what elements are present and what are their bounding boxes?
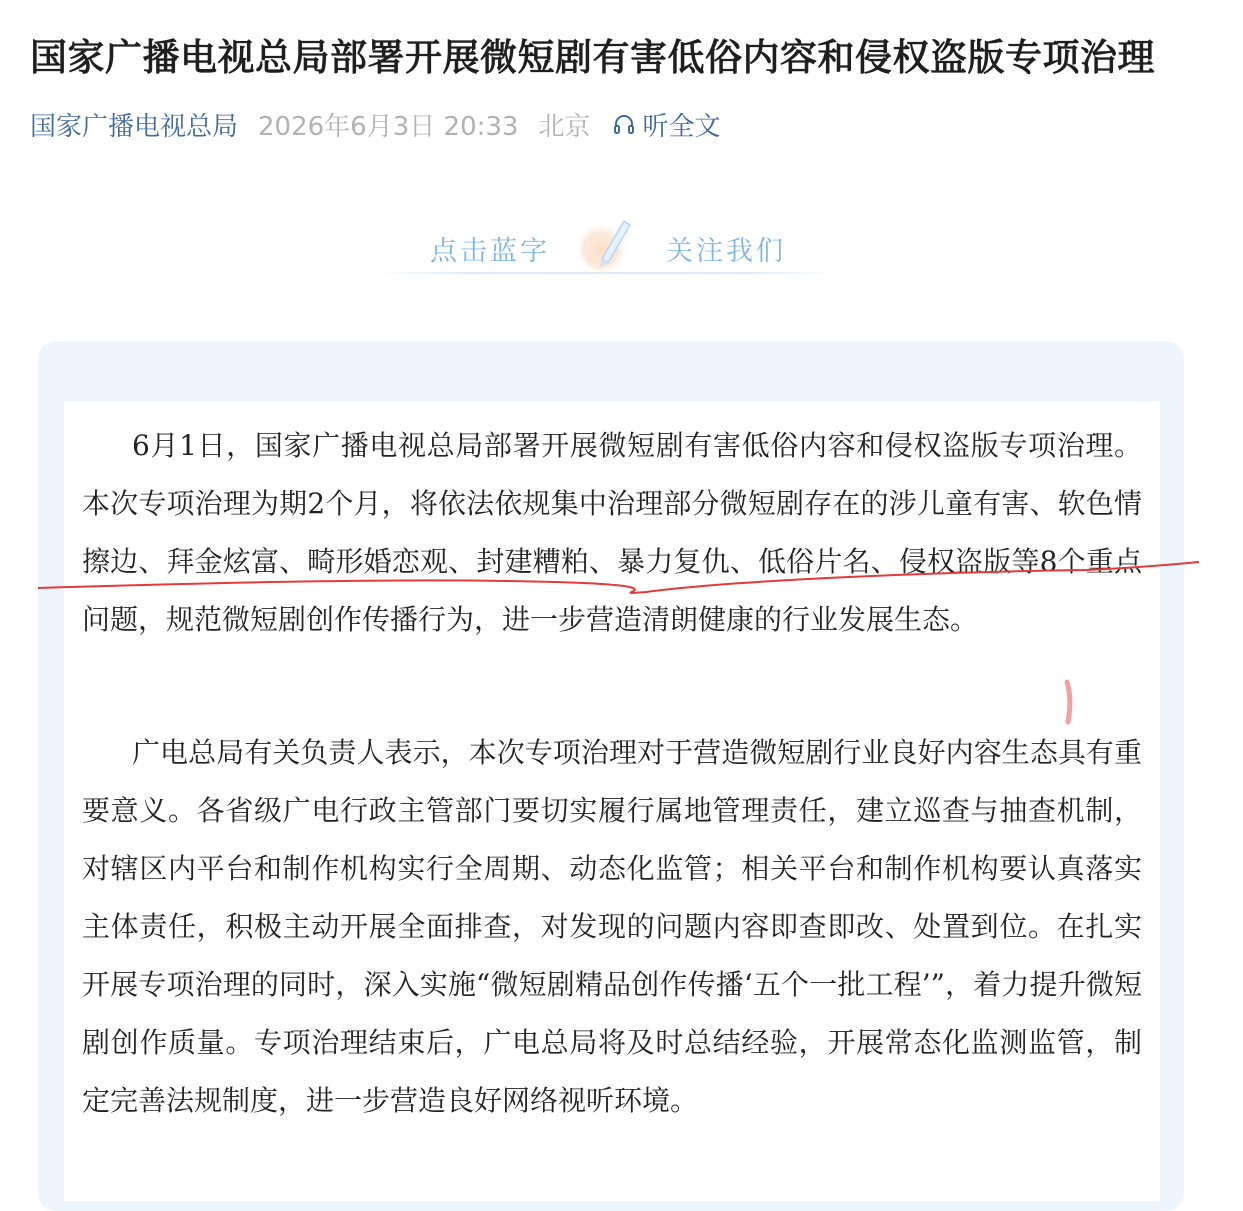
pen-badge-icon xyxy=(578,211,642,275)
body-paragraph-1: 6月1日，国家广播电视总局部署开展微短剧有害低俗内容和侵权盗版专项治理。本次专项治理为期2个月，将依法依规集中治理部分微短剧存在的涉儿童有害、软色情擦边、拜金炫富、畸形婚恋观、封建糟粕、暴力复仇、低俗片名、侵权盗版等8个重点问题，规范微短剧创作传播行为，进一步营造清朗健康的行业发展生态。 xyxy=(82,429,1142,636)
publish-date: 2026年6月3日 20:33 xyxy=(258,111,519,142)
headphones-icon xyxy=(612,112,636,136)
banner-left-text: 点击蓝字 xyxy=(430,236,550,267)
source-link[interactable]: 国家广播电视总局 xyxy=(30,111,239,142)
banner-right-text: 关注我们 xyxy=(666,236,786,267)
listen-label: 听全文 xyxy=(642,111,721,142)
article-meta xyxy=(30,104,721,144)
listen-button[interactable] xyxy=(612,106,720,143)
article-title: 国家广播电视总局部署开展微短剧有害低俗内容和侵权盗版专项治理 xyxy=(30,36,1155,79)
body-paragraph-2: 广电总局有关负责人表示，本次专项治理对于营造微短剧行业良好内容生态具有重要意义。各省级广电行政主管部门要切实履行属地管理责任，建立巡查与抽查机制，对辖区内平台和制作机构实行全周期、动态化监管；相关平台和制作机构要认真落实主体责任，积极主动开展全面排查，对发现的问题内容即查即改、处置到位。在扎实开展专项治理的同时，深入实施“微短剧精品创作传播‘五个一批工程’”，着力提升微短剧创作质量。专项治理结束后，广电总局将及时总结经验，开展常态化监测监管，制定完善法规制度，进一步营造良好网络视听环境。 xyxy=(82,736,1142,1117)
publish-location: 北京 xyxy=(538,111,591,142)
follow-banner[interactable] xyxy=(376,205,838,281)
